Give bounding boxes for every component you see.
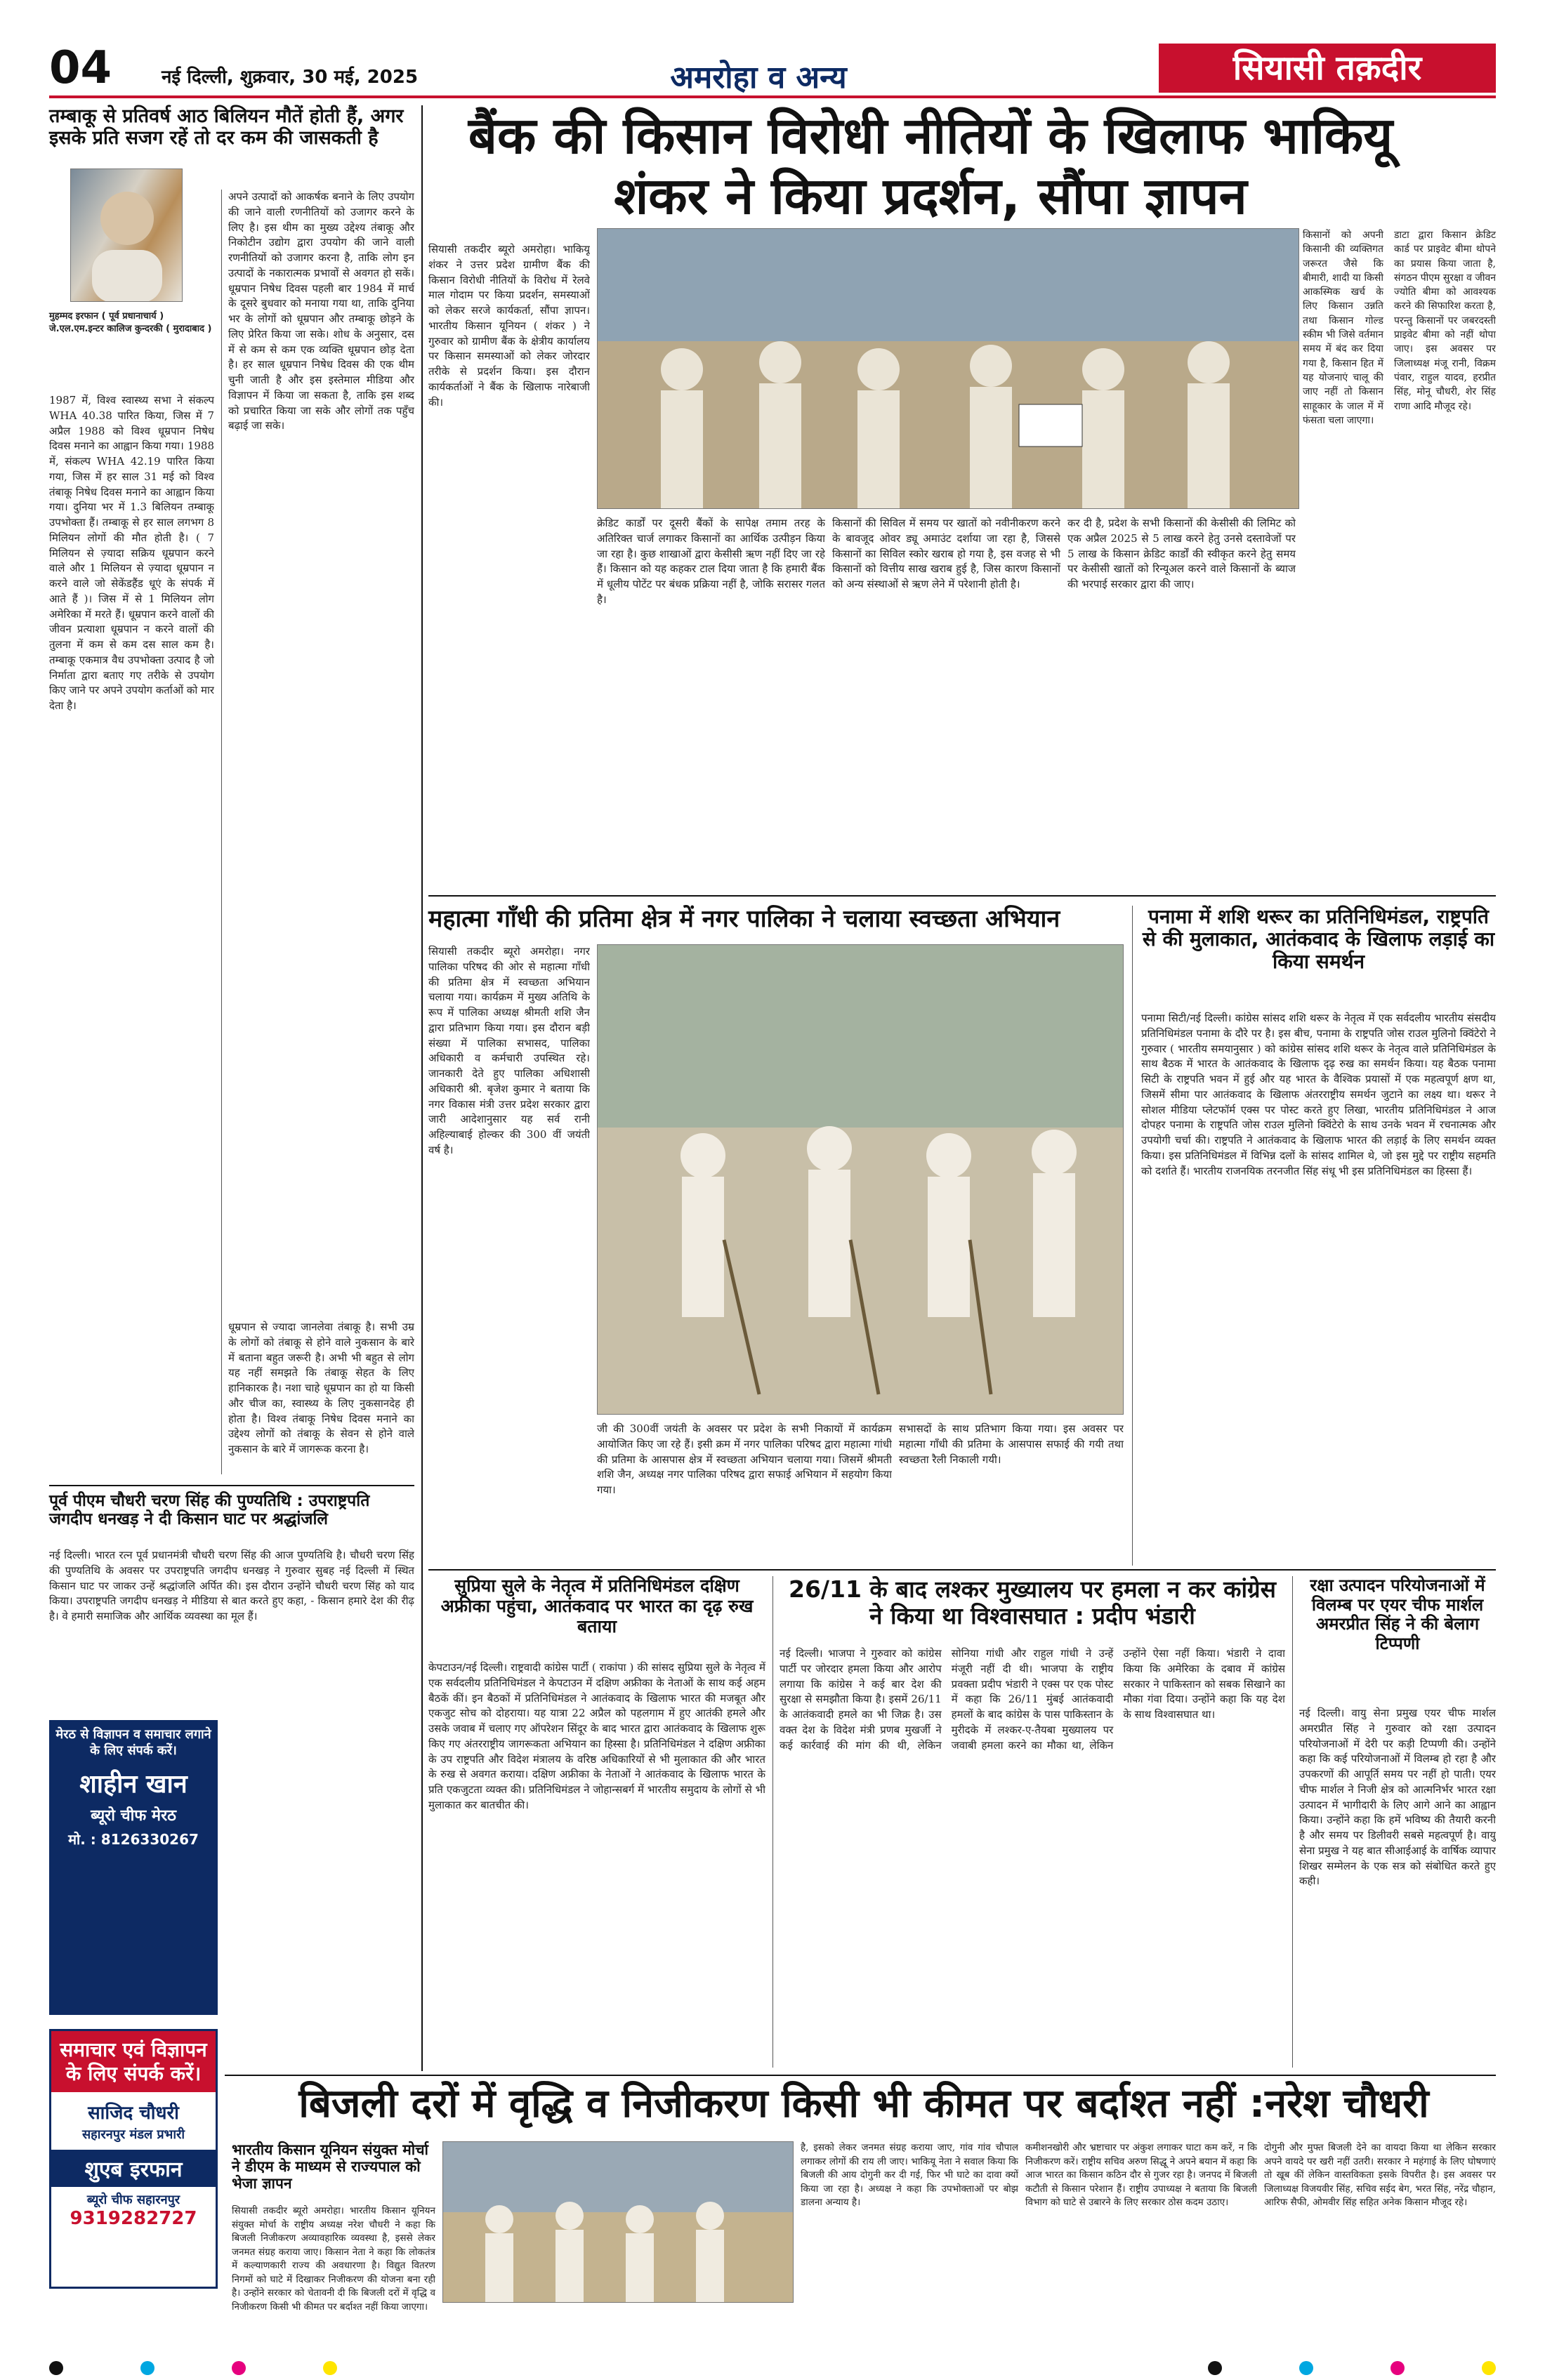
author-photo bbox=[70, 168, 183, 302]
side-body: नई दिल्ली। भारत रत्न पूर्व प्रधानमंत्री चौधरी चरण सिंह की आज पुण्यतिथि है। चौधरी चरण सिंह की पुण्यतिथि के अवसर पर उपराष्ट्रपति जगदीप धनखड़ ने गुरुवार सुबह नई दिल्ली में स्थित किसान घाट पर जाकर उन्हें श्रद्धांजलि अर्पित की। इस दौरान उन्होंने चौधरी चरण सिंह को याद किया। उपराष्ट्रपति जगदीप धनखड़ ने मीडिया से बात करते हुए कहा, - किसान हमारे देश की रीढ़ है। वे हमारी समाजिक और आर्थिक व्यवस्था का मूल हैं। bbox=[49, 1549, 414, 1622]
panama-body: पनामा सिटी/नई दिल्ली। कांग्रेस सांसद शशि थरूर के नेतृत्व में एक सर्वदलीय भारतीय संसदीय प्रतिनिधिमंडल पनामा के दौरे पर है। इस बीच, पनामा के राष्ट्रपति जोस राउल मुलिनो क्विंटेरो ने गुरुवार ( भारतीय समयानुसार ) को कांग्रेस सांसद शशि थरूर के नेतृत्व वाले प्रतिनिधिमंडल के साथ बैठक में भारत के आतंकवाद के खिलाफ दृढ़ रुख का समर्थन किया। यह बैठक पनामा सिटी के राष्ट्रपति भवन में हुई और यह भारत के वैश्विक प्रयासों में एक महत्वपूर्ण क्षण था, जिसमें सीमा पार आतंकवाद के खिलाफ अंतरराष्ट्रीय समर्थन जुटाने का लक्ष्य था। थरूर ने सोशल मीडिया प्लेटफॉर्म एक्स पर पोस्ट करते हुए लिखा, भारतीय प्रतिनिधिमंडल ने आज दोपहर पनामा के राष्ट्रपति जोस राउल मुलिनो क्विंटेरो के साथ उनके भवन में रचनात्मक और उपयोगी चर्चा की। राष्ट्रपति ने आतंकवाद के खिलाफ भारत की लड़ाई के लिए समर्थन व्यक्त किया। इस प्रतिनिधिमंडल में विभिन्न दलों के सांसद शामिल थे, जो इस मुद्दे पर राष्ट्रीय सहमति को दर्शाते हैं। भारतीय राजनयिक तरनजीत सिंह संधू भी इस प्रतिनिधिमंडल का हिस्सा हैं। bbox=[1141, 1012, 1496, 1177]
paper-name: सियासी तक़दीर bbox=[1159, 44, 1496, 93]
cleanliness-body-b: जी की 300वीं जयंती के अवसर पर प्रदेश के सभी निकायों में कार्यक्रम आयोजित किए जा रहे हैं। इसी क्रम में नगर पालिका परिषद द्वारा महात्मा गांधी की प्रतिमा के आसपास क्षेत्र में स्वच्छता अभियान चलाया गया। जिसमें श्रीमती शशि जैन, अध्यक्ष नगर पालिका परिषद द्वारा सफाई अभियान में सहयोग किया गया। bbox=[597, 1422, 892, 1496]
lead-body-b: क्रेडिट कार्डों पर दूसरी बैंकों के सापेक्ष तमाम तरह के अतिरिक्त चार्ज लगाकर किसानों का आर्थिक उत्पीड़न किया जा रहा है। कुछ शाखाओं द्वारा केसीसी ऋण नहीं दिए जा रहे हैं। किसान को यह कहकर टाल दिया जाता है कि हमारी बैंक में धूलीय पोटेंट पर बंधक प्रक्रिया नहीं है, जोकि सरासर गलत है। bbox=[597, 517, 825, 606]
lead-body-f: डाटा द्वारा किसान क्रेडिट कार्ड पर प्राइवेट बीमा थोपने का प्रयास किया जाता है, संगठन पीएम सुरक्षा व जीवन ज्योति बीमा को आवश्यक करने की सिफारिश करता है, परन्तु किसानों पर जबरदस्ती प्राइवेट बीमा को नहीं थोपा जाए। इस अवसर पर जिलाध्यक्ष मंजू रानी, विक्रम पंवार, राहुल यादव, हरप्रीत सिंह, मोनू चौधरी, शेर सिंह राणा आदि मौजूद रहे। bbox=[1394, 230, 1496, 412]
bhandari-rule bbox=[772, 1576, 773, 2068]
memorandum-group-icon bbox=[443, 2142, 794, 2303]
author-caption: मुहम्मद इरफान ( पूर्व प्रधानाचार्य ) जे.एल.एम.इन्टर कालिज कुन्दरकी ( मुरादाबाद ) bbox=[49, 311, 212, 334]
bottom-body-b: है, इसको लेकर जनमत संग्रह कराया जाए, गांव गांव चौपाल लगाकर लोगों की राय ली जाए। भाकियू नेता ने सवाल किया कि बिजली की आय दोगुनी कर दी गई, फिर भी घाटे का दावा क्यों किया जा रहा है। अध्यक्ष ने कहा कि उपभोक्ताओं पर बोझ डालना अन्याय है। bbox=[801, 2142, 1018, 2209]
section-name: अमरोहा व अन्य bbox=[670, 60, 847, 95]
section-rule-1 bbox=[428, 895, 1496, 897]
defence-rule bbox=[1292, 1576, 1293, 2068]
ad-phone3: 9319282727 bbox=[70, 2208, 197, 2230]
protest-group-icon bbox=[598, 229, 1299, 509]
lead-body-c: किसानों की सिविल में समय पर खातों को नवीनीकरण करने के बावजूद ओवर ड्यू अमाउंट दर्शाया जा रहा है, जिससे किसानों का सिविल स्कोर खराब हो गया है, इस वजह से भी किसानों को वित्तीय साख खराब हुई है, जिस कारण किसानों को अन्य संस्थाओं से ऋण लेने में परेशानी होती है। bbox=[832, 517, 1060, 590]
ad-contact-name: शाहीन खान bbox=[79, 1770, 188, 1799]
ad-contact-phone: मो. : 8126330267 bbox=[68, 1831, 199, 1848]
bhandari-body: नई दिल्ली। भाजपा ने गुरुवार को कांग्रेस पार्टी पर जोरदार हमला किया और आरोप लगाया कि कांग्रेस ने कई बार देश की सुरक्षा से समझौता किया है। इसमें 26/11 के आतंकवादी हमले का भी जिक्र है। उस वक्त देश के विदेश मंत्री प्रणब मुखर्जी ने कई कार्रवाई की मांग की थी, लेकिन सोनिया गांधी और राहुल गांधी ने उन्हें मंजूरी नहीं दी थी। भाजपा के राष्ट्रीय प्रवक्ता प्रदीप भंडारी ने एक्स पर एक पोस्ट में कहा कि 26/11 मुंबई आतंकवादी हमलों के बाद कांग्रेस के पास पाकिस्तान के मुरीदके में लश्कर-ए-तैयबा मुख्यालय पर जवाबी हमला करने का मौका था, लेकिन उन्होंने ऐसा नहीं किया। भंडारी ने दावा किया कि अमेरिका के दबाव में कांग्रेस सरकार ने पाकिस्तान को सबक सिखाने का मौका गंवा दिया। उन्होंने कहा कि यह देश के साथ विश्वासघात था। bbox=[780, 1647, 1285, 1752]
reg-mark-cyan-2 bbox=[1299, 2361, 1313, 2375]
reg-mark-yellow-2 bbox=[1482, 2361, 1496, 2375]
section-rule-3 bbox=[225, 2075, 1496, 2076]
bottom-subhead: भारतीय किसान यूनियन संयुक्त मोर्चा ने डीएम के माध्यम से राज्यपाल को भेजा ज्ञापन bbox=[232, 2141, 428, 2193]
bottom-headline: बिजली दरों में वृद्धि व निजीकरण किसी भी कीमत पर बर्दाश्त नहीं :नरेश चौधरी bbox=[298, 2081, 1429, 2127]
cleanliness-photo bbox=[597, 944, 1124, 1415]
section-rule-2 bbox=[428, 1569, 1496, 1571]
defence-body: नई दिल्ली। वायु सेना प्रमुख एयर चीफ मार्शल अमरप्रीत सिंह ने गुरुवार को रक्षा उत्पादन परियोजनाओं में देरी पर कड़ी टिप्पणी की। उन्होंने कहा कि कई परियोजनाओं में विलम्ब हो रहा है और उपकरणों की आपूर्ति समय पर नहीं हो पाती। एयर चीफ मार्शल ने निजी क्षेत्र को आत्मनिर्भर भारत रक्षा उत्पादन में भागीदारी के लिए आगे आने का आह्वान किया। उन्होंने कहा कि हमें भविष्य की तैयारी करनी है और समय पर डिलीवरी सबसे महत्वपूर्ण है। वायु सेना प्रमुख ने यह बात सीआईआई के वार्षिक व्यापार शिखर सम्मेलन के एक सत्र को संबोधित करते हुए कही। bbox=[1299, 1707, 1496, 1888]
panama-headline: पनामा में शशि थरूर का प्रतिनिधिमंडल, राष्ट्रपति से की मुलाकात, आतंकवाद के खिलाफ लड़ाई का किया समर्थन bbox=[1142, 905, 1495, 974]
defence-headline: रक्षा उत्पादन परियोजनाओं में विलम्ब पर एयर चीफ मार्शल अमरप्रीत सिंह ने की बेलाग टिप्पणी bbox=[1310, 1575, 1485, 1653]
ad-name2: साजिद चौधरी bbox=[88, 2103, 179, 2124]
reg-mark-magenta bbox=[232, 2361, 246, 2375]
cleanliness-headline: महात्मा गाँधी की प्रतिमा क्षेत्र में नगर पालिका ने चलाया स्वच्छता अभियान bbox=[428, 905, 1060, 933]
left-headline: तम्बाकू से प्रतिवर्ष आठ बिलियन मौतें होती हैं, अगर इसके प्रति सजग रहें तो दर कम की जासकती है bbox=[49, 105, 404, 150]
lead-body-e: किसानों को अपनी किसानी की व्यक्तिगत जरूरत जैसे कि बीमारी, शादी या किसी आकस्मिक खर्च के लिए किसान उन्नति तथा किसान गोल्ड स्कीम भी जिसे वर्तमान समय में बंद कर दिया गया है, किसान हित में यह योजनाएं चालू की जाए नहीं तो किसान साहूकार के जाल में में फंसता चला जाएगा। bbox=[1303, 230, 1383, 426]
sweeping-group-icon bbox=[598, 945, 1124, 1415]
column-rule bbox=[221, 190, 222, 1474]
bottom-body-d: दोगुनी और मुफ्त बिजली देने का वायदा किया था लेकिन सरकार अपने वायदे पर खरी नहीं उतरी। सरकार ने महंगाई के लिए घोषणाएं तो खूब कीं लेकिन वास्तविकता इसके विपरीत है। इस अवसर पर जिलाध्यक्ष विजयवीर सिंह, सचिव सईद बेग, भरत सिंह, नरेंद्र चौहान, आरिफ सैफी, ओमवीर सिंह सहित अनेक किसान मौजूद रहे। bbox=[1264, 2142, 1496, 2209]
supriya-body: केपटाउन/नई दिल्ली। राष्ट्रवादी कांग्रेस पार्टी ( राकांपा ) की सांसद सुप्रिया सुले के नेतृत्व में एक सर्वदलीय प्रतिनिधिमंडल ने केपटाउन में दक्षिण अफ्रीका के नेताओं के साथ कई अहम बैठकें कीं। इन बैठकों में प्रतिनिधिमंडल ने आतंकवाद के खिलाफ भारत की मजबूत और एकजुट सोच को दोहराया। यह यात्रा 22 अप्रैल को पहलगाम में हुए आतंकी हमले और उसके जवाब में चलाए गए ऑपरेशन सिंदूर के बाद भारत द्वारा आतंकवाद के खिलाफ शुरू किए गए अंतरराष्ट्रीय जागरूकता अभियान का हिस्सा है। प्रतिनिधिमंडल ने दक्षिण अफ्रीका के उप राष्ट्रपति और विदेश मंत्रालय के वरिष्ठ अधिकारियों से भी मुलाकात की और भारत के रुख से अवगत कराया। दक्षिण अफ्रीका के नेताओं ने आतंकवाद के खिलाफ भारत के प्रति एकजुटता व्यक्त की। प्रतिनिधिमंडल ने जोहान्सबर्ग में भारतीय समुदाय के लोगों से भी मुलाकात कर बातचीत की। bbox=[428, 1661, 765, 1811]
dateline: नई दिल्ली, शुक्रवार, 30 मई, 2025 bbox=[162, 67, 419, 88]
cleanliness-body-a: सियासी तकदीर ब्यूरो अमरोहा। नगर पालिका परिषद की ओर से महात्मा गाँधी की प्रतिमा क्षेत्र में स्वच्छता अभियान चलाया गया। कार्यक्रम में मुख्य अतिथि के रूप में पालिका अध्यक्ष श्रीमती शशि जैन द्वारा प्रतिभाग किया गया। इस दौरान बड़ी संख्या में पालिका सभासद, पालिका अधिकारी व कर्मचारी उपस्थित रहे। जानकारी देते हुए पालिका अधिशासी अधिकारी श्री. बृजेश कुमार ने बताया कि नगर विकास मंत्री उत्तर प्रदेश सरकार द्वारा जारी आदेशानुसार यह सर्व रानी अहिल्याबाई होल्कर की 300 वीं जयंती वर्ष है। bbox=[428, 945, 590, 1156]
ad-contact-line: मेरठ से विज्ञापन व समाचार लगाने के लिए संपर्क करें। bbox=[55, 1727, 211, 1758]
reg-mark-cyan bbox=[140, 2361, 154, 2375]
reg-mark-black bbox=[49, 2361, 63, 2375]
bottom-body-c: कमीशनखोरी और भ्रष्टाचार पर अंकुश लगाकर घाटा कम करें, न कि निजीकरण करें। राष्ट्रीय सचिव अरुण सिद्धू ने अपने बयान में कहा कि आज भारत का किसान कठिन दौर से गुजर रहा है। जनपद में बिजली कटौती से किसान परेशान हैं। राष्ट्रीय उपाध्यक्ष ने बताया कि बिजली विभाग को घाटे से उबारने के लिए सरकार ठोस कदम उठाए। bbox=[1025, 2142, 1257, 2209]
bhandari-headline: 26/11 के बाद लश्कर मुख्यालय पर हमला न कर कांग्रेस ने किया था विश्वासघात : प्रदीप भंडारी bbox=[789, 1575, 1276, 1629]
panama-rule bbox=[1132, 906, 1133, 1566]
ad-contact-role: ब्यूरो चीफ मेरठ bbox=[91, 1807, 176, 1825]
ad-role3: ब्यूरो चीफ सहारनपुर bbox=[86, 2193, 180, 2208]
cleanliness-body-c: सभासदों के साथ प्रतिभाग किया गया। इस अवसर पर महात्मा गाँधी की प्रतिमा के आसपास सफाई की गयी तथा स्वच्छता रैली निकाली गयी। bbox=[899, 1422, 1124, 1466]
left-body-a: 1987 में, विश्व स्वास्थ्य सभा ने संकल्प WHA 40.38 पारित किया, जिस में 7 अप्रैल 1988 को विश्व धूम्रपान निषेध दिवस मनाने का आह्वान किया गया। 1988 में, संकल्प WHA 42.19 पारित किया गया, जिस में हर साल 31 मई को विश्व तंबाकू निषेध दिवस मनाने का आह्वान किया गया। दुनिया भर में 1.3 बिलियन तम्बाकू उपभोक्ता हैं। तम्बाकू से हर साल लगभग 8 मिलियन लोगों की मौत होती है। ( 7 मिलियन से ज़्यादा सक्रिय धूम्रपान करने वाले और 1 मिलियन से ज़्यादा धूम्रपान न करने वाले जो सेकेंडहैंड धूएं के संपर्क में आते हैं )। जिस में से 1 मिलियन लोग अमेरिका में मरते हैं। धूम्रपान करने वालों की जीवन प्रत्याशा धूम्रपान न करने वालों की तुलना में कम से कम दस साल कम है। तम्बाकू एकमात्र वैध उपभोक्ता उत्पाद है जो निर्माता द्वारा बताए गए तरीके से उपयोग किए जाने पर अपने उपयोग कर्ताओं को मार देता है। bbox=[49, 394, 214, 712]
registration-marks bbox=[0, 2355, 1545, 2380]
lead-body-a-col: सियासी तकदीर ब्यूरो अमरोहा। भाकियू शंकर ने उत्तर प्रदेश ग्रामीण बैंक की किसान विरोधी नीतियों के विरोध में रेलवे माल गोदाम पर किया प्रदर्शन, समस्याओं को लेकर सरजे कार्यकर्ता, सौंपा ज्ञापन। भारतीय किसान यूनियन ( शंकर ) ने गुरुवार को ग्रामीण बैंक के क्षेत्रीय कार्यालय पर किसान समस्याओं को लेकर जोरदार तरीके से प्रदर्शन किया। इस दौरान कार्यकर्ताओं ने बैंक के खिलाफ नारेबाजी की। bbox=[428, 243, 590, 409]
lead-photo bbox=[597, 228, 1299, 509]
author-portrait-icon bbox=[71, 169, 183, 302]
reg-mark-magenta-2 bbox=[1390, 2361, 1405, 2375]
bottom-photo bbox=[442, 2141, 794, 2303]
reg-mark-black-2 bbox=[1208, 2361, 1222, 2375]
ad-saharanpur bbox=[49, 2029, 218, 2289]
supriya-headline: सुप्रिया सुले के नेतृत्व में प्रतिनिधिमंडल दक्षिण अफ्रीका पहुंचा, आतंकवाद पर भारत का दृढ़ रुख बताया bbox=[440, 1575, 754, 1637]
ad-meerut bbox=[49, 1720, 218, 2015]
lead-headline: बैंक की किसान विरोधी नीतियों के खिलाफ भाकियू शंकर ने किया प्रदर्शन, सौंपा ज्ञापन bbox=[468, 106, 1393, 226]
left-body-b: अपने उत्पादों को आकर्षक बनाने के लिए उपयोग की जाने वाली रणनीतियों को उजागर करने के लिए है। इस थीम का मुख्य उद्देश्य तंबाकू और निकोटीन उद्योग द्वारा उपयोग की जाने वाली रणनीतियों को उजागर करना है, ताकि लोग इन उत्पादों के नकारात्मक प्रभावों से अवगत हो सकें। धूम्रपान निषेध दिवस पहली बार 1984 में मार्च के दूसरे बुधवार को मनाया गया था, ताकि दुनिया भर के लोगों को धूम्रपान और तम्बाकू छोड़ने के लिए प्रेरित किया जा सके। शोध के अनुसार, दस में से कम से कम एक व्यक्ति धूम्रपान छोड़ देता है। हर साल धूम्रपान निषेध दिवस की एक थीम चुनी जाती है और इस इस्तेमाल मीडिया और विज्ञापन में किया जा सकता है, ताकि इस शब्द को प्रचारित किया जा सके और लोगों तक पहुँच बढ़ाई जा सके। bbox=[228, 190, 414, 432]
ad-news-line: समाचार एवं विज्ञापन के लिए संपर्क करें। bbox=[51, 2031, 216, 2092]
ad-name3: शुएब इरफान bbox=[51, 2150, 216, 2187]
left-body-c: धूम्रपान से ज्यादा जानलेवा तंबाकू है। सभी उम्र के लोगों को तंबाकू से होने वाले नुकसान के बारे में बताना बहुत जरूरी है। अभी भी बहुत से लोग यह नहीं समझते कि तंबाकू सेहत के लिए हानिकारक है। नशा चाहे धूम्रपान का हो या किसी और चीज का, स्वास्थ्य के लिए नुकसानदेह ही होता है। विश्व तंबाकू निषेध दिवस मनाने का उद्देश्य लोगों को तंबाकू के सेवन से होने वाले नुकसान के बारे में जागरूक करना है। bbox=[228, 1321, 414, 1455]
lead-body-d: कर दी है, प्रदेश के सभी किसानों की केसीसी की लिमिट को एक अप्रैल 2025 से 5 लाख करने हेतु उनसे दस्तावेजों पर 5 लाख के किसान क्रेडिट कार्डों की स्वीकृत करने हेतु समय पर केसीसी खातों को रिन्यूअल करने वाले किसानों के ब्याज की भरपाई सरकार द्वारा की जाए। bbox=[1067, 517, 1296, 590]
page-number: 04 bbox=[49, 42, 112, 94]
side-headline: पूर्व पीएम चौधरी चरण सिंह की पुण्यतिथि : उपराष्ट्रपति जगदीप धनखड़ ने दी किसान घाट पर श्रद्धांजलि bbox=[49, 1492, 370, 1529]
vertical-rule bbox=[421, 105, 423, 2071]
bottom-body-a: सियासी तकदीर ब्यूरो अमरोहा। भारतीय किसान यूनियन संयुक्त मोर्चा के राष्ट्रीय अध्यक्ष नरेश चौधरी ने कहा कि बिजली निजीकरण अव्यावहारिक व्यवस्था है, इससे लेकर जनमत संग्रह कराया जाए। किसान नेता ने कहा कि लोकतंत्र में कल्याणकारी राज्य की अवधारणा है। विद्युत वितरण निगमों को घाटे में दिखाकर निजीकरण की योजना बना रही है। उन्होंने सरकार को चेतावनी दी कि बिजली दरों में वृद्धि व निजीकरण किसी भी कीमत पर बर्दाश्त नहीं किया जाएगा। bbox=[232, 2205, 435, 2313]
masthead-rule bbox=[49, 95, 1496, 98]
reg-mark-yellow bbox=[323, 2361, 337, 2375]
ad-role2: सहारनपुर मंडल प्रभारी bbox=[81, 2127, 185, 2143]
masthead bbox=[0, 0, 1545, 95]
left-side-rule bbox=[49, 1485, 414, 1486]
